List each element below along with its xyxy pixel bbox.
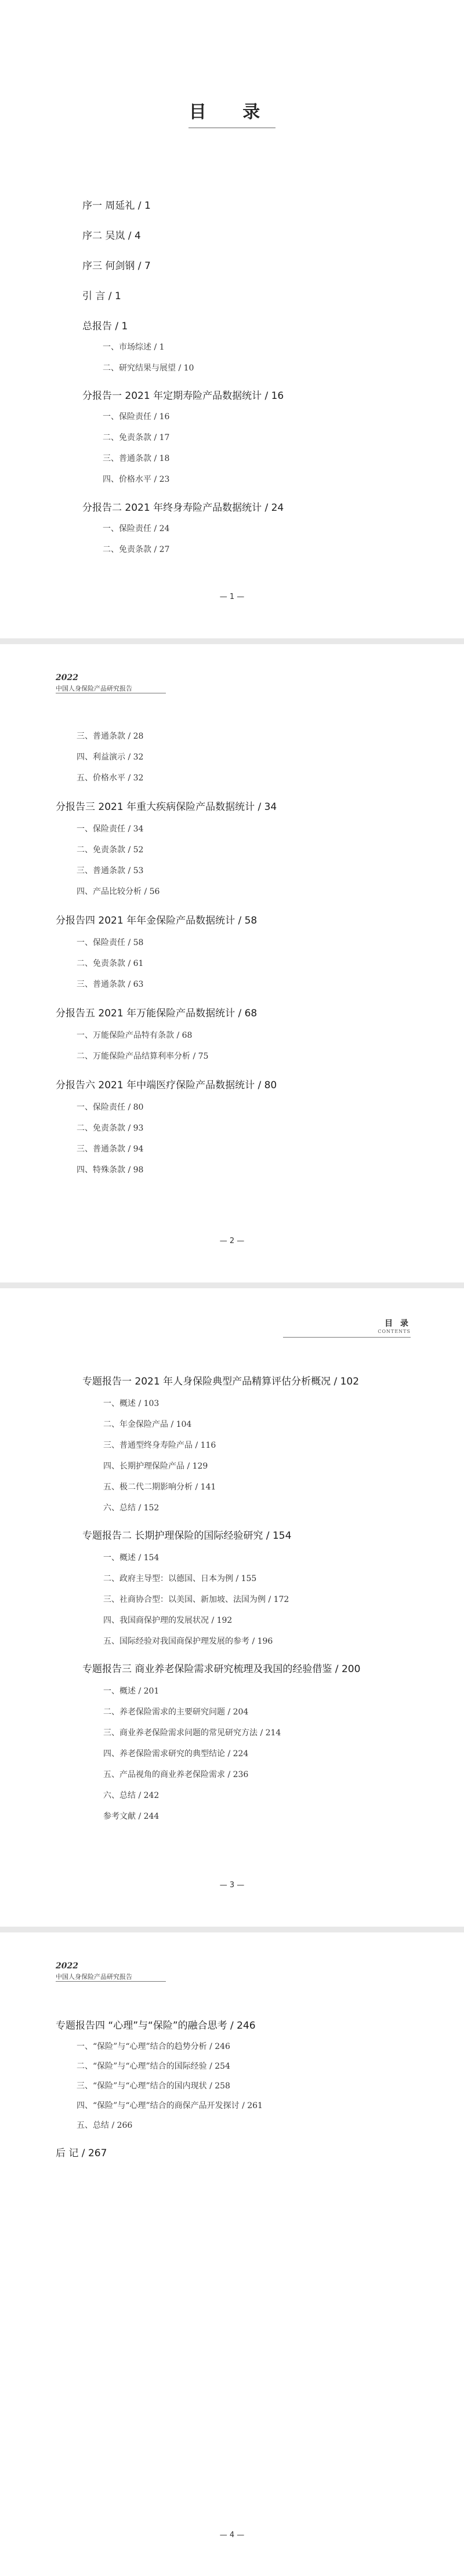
toc-subentry[interactable]: 一、保险责任 / 58 <box>77 938 144 947</box>
toc-subentry[interactable]: 四、价格水平 / 23 <box>103 475 170 484</box>
running-header-rule <box>283 1337 411 1338</box>
toc-subentry[interactable]: 二、万能保险产品结算利率分析 / 75 <box>77 1052 209 1061</box>
page-title: 目 录 <box>188 102 276 122</box>
toc-subentry-references[interactable]: 参考文献 / 244 <box>103 1812 160 1821</box>
page-number: — 2 — <box>219 1237 245 1245</box>
toc-subentry[interactable]: 二、养老保险需求的主要研究问题 / 204 <box>103 1707 249 1717</box>
running-header-sub: CONTENTS <box>378 1329 411 1334</box>
toc-subentry[interactable]: 三、普通型终身寿险产品 / 116 <box>103 1441 216 1450</box>
toc-subentry[interactable]: 四、产品比较分析 / 56 <box>77 887 160 896</box>
toc-subentry[interactable]: 一、概述 / 201 <box>103 1687 160 1696</box>
toc-subentry[interactable]: 一、“保险”与“心理”结合的趋势分析 / 246 <box>77 2042 230 2051</box>
toc-subentry[interactable]: 四、“保险”与“心理”结合的商保产品开发探讨 / 261 <box>77 2101 263 2110</box>
toc-page-2 <box>0 644 464 1282</box>
toc-subentry[interactable]: 三、普通条款 / 28 <box>77 732 144 741</box>
toc-subentry[interactable]: 三、“保险”与“心理”结合的国内现状 / 258 <box>77 2081 230 2091</box>
toc-subentry[interactable]: 一、万能保险产品特有条款 / 68 <box>77 1031 193 1040</box>
toc-subentry[interactable]: 三、社商协合型：以美国、新加坡、法国为例 / 172 <box>103 1595 289 1604</box>
toc-subentry[interactable]: 四、特殊条款 / 98 <box>77 1165 144 1175</box>
toc-entry-sub-report-6[interactable]: 分报告六 2021 年中端医疗保险产品数据统计 / 80 <box>56 1080 277 1091</box>
toc-entry-preface-3[interactable]: 序三 何剑钢 / 7 <box>82 260 151 272</box>
toc-entry-sub-report-1[interactable]: 分报告一 2021 年定期寿险产品数据统计 / 16 <box>82 390 284 402</box>
toc-entry-general-report[interactable]: 总报告 / 1 <box>82 321 128 332</box>
toc-subentry[interactable]: 三、商业养老保险需求问题的常见研究方法 / 214 <box>103 1728 281 1738</box>
toc-subentry[interactable]: 六、总结 / 242 <box>103 1791 160 1800</box>
toc-subentry[interactable]: 二、免责条款 / 17 <box>103 433 170 442</box>
toc-entry-special-report-1[interactable]: 专题报告一 2021 年人身保险典型产品精算评估分析概况 / 102 <box>82 1376 360 1387</box>
toc-subentry[interactable]: 四、利益演示 / 32 <box>77 753 144 762</box>
running-header-title: 中国人身保险产品研究报告 <box>56 685 132 692</box>
toc-subentry[interactable]: 三、普通条款 / 53 <box>77 866 144 875</box>
running-header <box>378 1317 411 1334</box>
toc-subentry[interactable]: 四、我国商保护理的发展状况 / 192 <box>103 1616 233 1625</box>
toc-entry-special-report-3[interactable]: 专题报告三 商业养老保险需求研究梳理及我国的经验借鉴 / 200 <box>82 1663 361 1675</box>
toc-subentry[interactable]: 二、免责条款 / 27 <box>103 545 170 554</box>
toc-page-4 <box>0 1932 464 2576</box>
toc-subentry[interactable]: 五、总结 / 266 <box>77 2121 133 2130</box>
toc-subentry[interactable]: 一、概述 / 154 <box>103 1553 160 1563</box>
toc-subentry[interactable]: 三、普通条款 / 63 <box>77 980 144 989</box>
running-header-title: 中国人身保险产品研究报告 <box>56 1973 132 1981</box>
toc-subentry[interactable]: 二、政府主导型：以德国、日本为例 / 155 <box>103 1574 257 1583</box>
toc-entry-special-report-2[interactable]: 专题报告二 长期护理保险的国际经验研究 / 154 <box>82 1530 292 1542</box>
toc-subentry[interactable]: 一、概述 / 103 <box>103 1399 160 1408</box>
toc-entry-sub-report-4[interactable]: 分报告四 2021 年年金保险产品数据统计 / 58 <box>56 915 258 927</box>
toc-entry-sub-report-2[interactable]: 分报告二 2021 年终身寿险产品数据统计 / 24 <box>82 502 284 514</box>
toc-subentry[interactable]: 五、国际经验对我国商保护理发展的参考 / 196 <box>103 1637 273 1646</box>
page-number: — 3 — <box>219 1881 245 1890</box>
running-header <box>56 673 132 693</box>
toc-subentry[interactable]: 二、年金保险产品 / 104 <box>103 1420 192 1429</box>
page-number: — 1 — <box>219 593 245 601</box>
toc-subentry[interactable]: 一、保险责任 / 34 <box>77 824 144 834</box>
toc-subentry[interactable]: 三、普通条款 / 18 <box>103 454 170 463</box>
toc-subentry[interactable]: 二、研究结果与展望 / 10 <box>103 364 194 373</box>
toc-subentry[interactable]: 五、价格水平 / 32 <box>77 773 144 783</box>
toc-subentry[interactable]: 二、“保险”与“心理”结合的国际经验 / 254 <box>77 2062 230 2071</box>
running-header <box>56 1961 132 1981</box>
running-header-rule <box>56 1981 166 1982</box>
toc-entry-special-report-4[interactable]: 专题报告四 “心理”与“保险”的融合思考 / 246 <box>56 2020 256 2032</box>
page-number: — 4 — <box>219 2531 245 2539</box>
toc-entry-introduction[interactable]: 引 言 / 1 <box>82 290 121 302</box>
running-header-year: 2022 <box>56 673 78 682</box>
toc-entry-preface-1[interactable]: 序一 周延礼 / 1 <box>82 200 151 212</box>
toc-subentry[interactable]: 二、免责条款 / 52 <box>77 845 144 855</box>
toc-subentry[interactable]: 四、养老保险需求研究的典型结论 / 224 <box>103 1749 249 1758</box>
toc-subentry[interactable]: 二、免责条款 / 61 <box>77 959 144 968</box>
toc-subentry[interactable]: 五、极二代二期影响分析 / 141 <box>103 1483 216 1492</box>
toc-entry-sub-report-5[interactable]: 分报告五 2021 年万能保险产品数据统计 / 68 <box>56 1008 258 1019</box>
toc-subentry[interactable]: 四、长期护理保险产品 / 129 <box>103 1462 208 1471</box>
running-header-year: 2022 <box>56 1961 78 1971</box>
toc-entry-afterword[interactable]: 后 记 / 267 <box>56 2148 107 2159</box>
toc-subentry[interactable]: 一、保险责任 / 80 <box>77 1103 144 1112</box>
toc-page-3 <box>0 1288 464 1927</box>
toc-subentry[interactable]: 二、免责条款 / 93 <box>77 1124 144 1133</box>
toc-subentry[interactable]: 一、保险责任 / 24 <box>103 524 170 533</box>
toc-page-1 <box>0 0 464 638</box>
toc-subentry[interactable]: 一、保险责任 / 16 <box>103 412 170 422</box>
toc-subentry[interactable]: 一、市场综述 / 1 <box>103 343 165 352</box>
running-header-title: 目 录 <box>385 1319 411 1328</box>
toc-subentry[interactable]: 六、总结 / 152 <box>103 1503 160 1513</box>
toc-entry-preface-2[interactable]: 序二 吴岚 / 4 <box>82 230 141 242</box>
toc-subentry[interactable]: 五、产品视角的商业养老保险需求 / 236 <box>103 1770 249 1779</box>
toc-subentry[interactable]: 三、普通条款 / 94 <box>77 1145 144 1154</box>
toc-entry-sub-report-3[interactable]: 分报告三 2021 年重大疾病保险产品数据统计 / 34 <box>56 801 277 813</box>
